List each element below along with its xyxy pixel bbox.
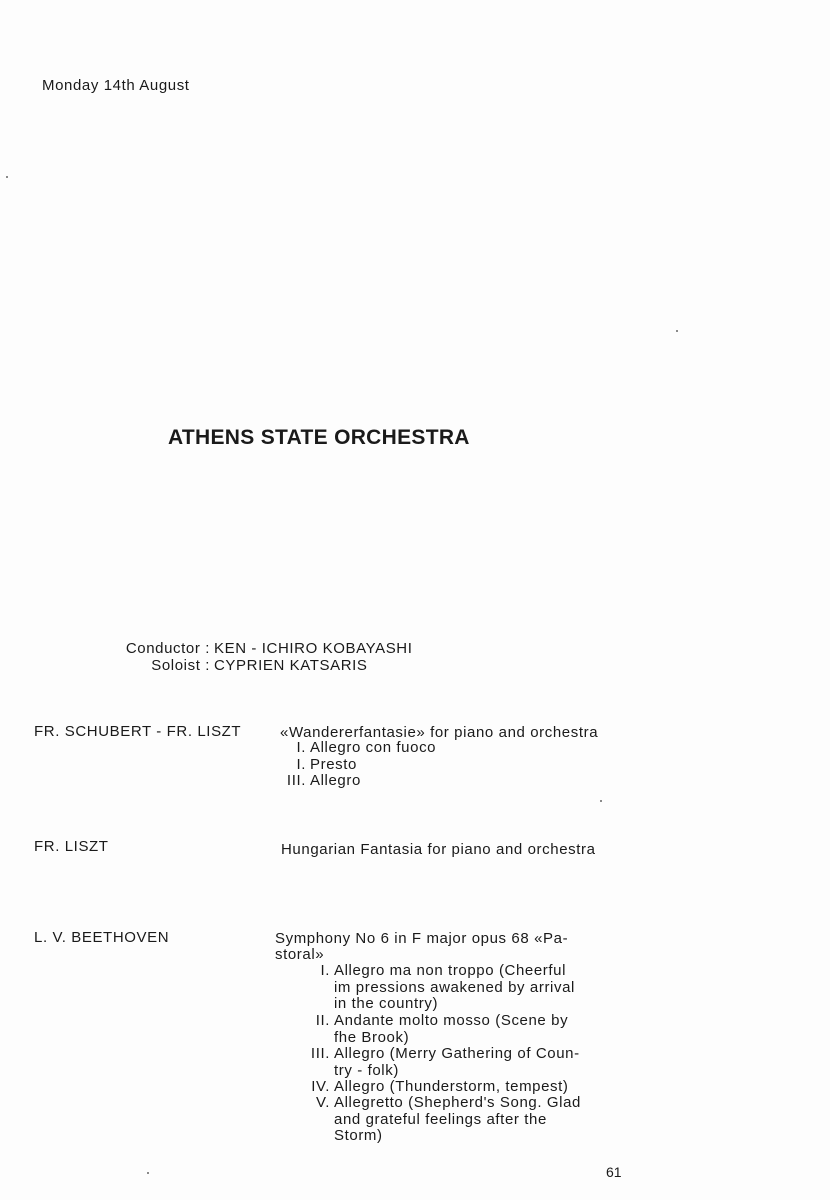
conductor-label: Conductor : xyxy=(125,640,210,657)
work-hungarian-fantasia: Hungarian Fantasia for piano and orchestra xyxy=(281,841,596,858)
movement-list-item xyxy=(290,1013,568,1046)
scan-speck xyxy=(676,330,678,332)
movement-list-item xyxy=(290,1095,581,1145)
movement-line: fhe Brook) xyxy=(334,1028,410,1046)
scan-speck xyxy=(147,1172,149,1174)
orchestra-title: ATHENS STATE ORCHESTRA xyxy=(168,426,470,449)
movement-list-item xyxy=(266,773,361,790)
movement-line: Allegro (Merry Gathering of Coun- xyxy=(334,1045,580,1062)
conductor-line xyxy=(0,640,460,658)
movement-description xyxy=(334,1013,568,1046)
movement-title: Allegro xyxy=(310,772,361,789)
movement-line: im pressions awakened by arrival xyxy=(334,978,575,996)
composer-liszt: FR. LISZT xyxy=(34,838,109,855)
movement-list-item xyxy=(290,963,575,1013)
conductor-name: KEN - ICHIRO KOBAYASHI xyxy=(214,640,413,657)
soloist-label: Soloist : xyxy=(151,657,210,674)
work-pastoral-line-1: Symphony No 6 in F major opus 68 «Pa- xyxy=(275,930,569,947)
movement-line: try - folk) xyxy=(334,1061,399,1079)
soloist-name: CYPRIEN KATSARIS xyxy=(214,657,368,674)
movement-number: II. xyxy=(315,1012,330,1029)
movement-line: Allegretto (Shepherd's Song. Glad xyxy=(334,1094,581,1111)
scan-speck xyxy=(600,800,602,802)
movement-description xyxy=(334,1046,580,1079)
movement-line: Storm) xyxy=(334,1127,383,1144)
movement-number: I. xyxy=(296,756,306,773)
movement-number: V. xyxy=(316,1094,330,1111)
movement-line: and grateful feelings after the xyxy=(334,1110,547,1128)
movement-number: IV. xyxy=(311,1078,330,1095)
composer-schubert-liszt: FR. SCHUBERT - FR. LISZT xyxy=(34,723,242,740)
movement-number: III. xyxy=(286,772,306,789)
movement-list-item xyxy=(290,1046,580,1079)
movement-line: Allegro ma non troppo (Cheerful xyxy=(334,962,567,979)
movement-description xyxy=(334,963,575,1013)
movement-title: Presto xyxy=(310,756,357,773)
concert-date: Monday 14th August xyxy=(42,77,190,94)
movement-line: Andante molto mosso (Scene by xyxy=(334,1012,569,1029)
work-wandererfantasie: «Wandererfantasie» for piano and orchestra xyxy=(280,724,599,741)
movement-number: III. xyxy=(310,1045,330,1062)
movement-list-item xyxy=(266,740,436,757)
movement-title: Allegro con fuoco xyxy=(310,739,437,756)
work-pastoral-line-2: storal» xyxy=(275,946,325,963)
page-number: 61 xyxy=(606,1164,622,1180)
composer-beethoven: L. V. BEETHOVEN xyxy=(34,929,170,946)
movement-line: in the country) xyxy=(334,995,439,1012)
movement-number: I. xyxy=(296,739,306,756)
soloist-line xyxy=(0,657,460,675)
movement-title: Allegro (Thunderstorm, tempest) xyxy=(334,1078,569,1095)
scan-speck xyxy=(6,176,8,178)
movement-description xyxy=(334,1095,581,1145)
movement-number: I. xyxy=(320,962,330,979)
